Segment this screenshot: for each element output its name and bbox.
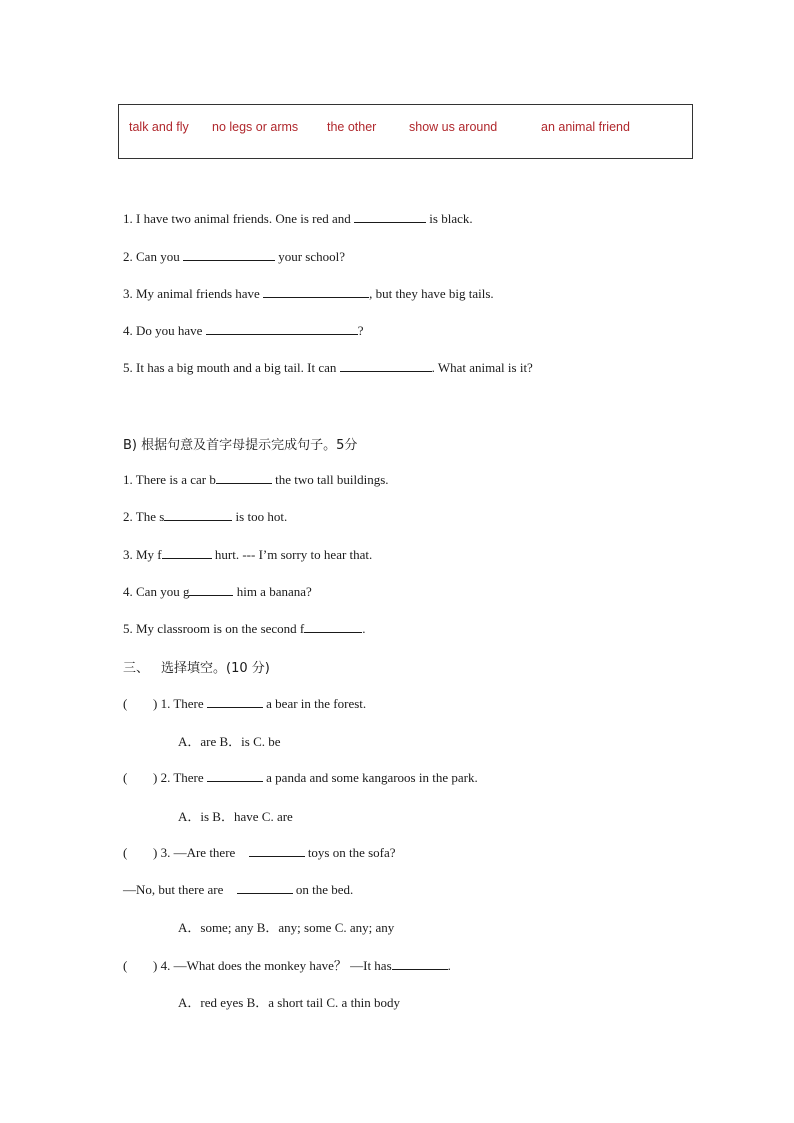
part-c-question-3 (123, 844, 396, 861)
question-text: 5. It has a big mouth and a big tail. It can (123, 360, 340, 375)
section-title: 选择填空。(10 分) (161, 661, 270, 676)
question-text: ? (357, 323, 364, 338)
word-bank-item: no legs or arms (212, 120, 299, 134)
question-text: ) 3. —Are there (153, 845, 239, 860)
answer-blank[interactable] (206, 322, 358, 335)
part-c-question-1 (123, 695, 366, 712)
answer-blank[interactable] (164, 508, 232, 521)
answer-paren[interactable]: ( (123, 770, 128, 785)
question-text: . (362, 621, 366, 636)
question-text: 5. My classroom is on the second f (123, 621, 305, 636)
question-text: hurt. --- I’m sorry to hear that. (211, 547, 373, 562)
part-a-question-2 (123, 248, 345, 265)
part-b-question-1 (123, 471, 389, 488)
section-number: 三、 (123, 661, 150, 676)
answer-paren[interactable]: ( (123, 845, 128, 860)
question-text: your school? (274, 249, 345, 264)
part-b-question-2 (123, 508, 287, 525)
part-b-question-4 (123, 583, 312, 600)
answer-blank[interactable] (207, 769, 263, 782)
part-c-question-4 (123, 955, 451, 974)
options-q1: A．are B．is C. be (178, 734, 281, 749)
question-text: toys on the sofa? (304, 845, 396, 860)
word-bank-item: an animal friend (541, 120, 630, 134)
answer-blank[interactable] (392, 957, 448, 970)
options-q3: A．some; any B．any; some C. any; any (178, 920, 395, 935)
part-b-question-3 (123, 546, 372, 563)
question-text: is black. (426, 211, 473, 226)
part-a-question-5 (123, 359, 533, 376)
question-text: —No, but there are (123, 882, 227, 897)
part-a-question-3 (123, 285, 494, 302)
question-text: ) 4. —What does the monkey have？ —It has (153, 958, 392, 973)
answer-blank[interactable] (183, 248, 275, 261)
answer-blank[interactable] (340, 359, 432, 372)
question-text: him a banana? (233, 584, 312, 599)
question-text: , but they have big tails. (369, 286, 494, 301)
question-text: . (447, 958, 451, 973)
part-c-heading (123, 657, 270, 676)
question-text: 1. There is a car b (123, 472, 216, 487)
word-bank-box (118, 104, 693, 159)
answer-blank[interactable] (189, 583, 233, 596)
word-bank-item: the other (327, 120, 377, 134)
answer-blank[interactable] (249, 844, 305, 857)
answer-blank[interactable] (263, 285, 369, 298)
answer-blank[interactable] (304, 620, 362, 633)
question-text: 3. My f (123, 547, 162, 562)
answer-blank[interactable] (207, 695, 263, 708)
question-text: ) 2. There (153, 770, 207, 785)
answer-blank[interactable] (216, 471, 272, 484)
question-text: is too hot. (232, 509, 288, 524)
question-text: . What animal is it? (431, 360, 533, 375)
part-a-question-4 (123, 322, 363, 339)
options-q4: A．red eyes B．a short tail C. a thin body (178, 995, 401, 1010)
question-text: the two tall buildings. (271, 472, 389, 487)
question-text: a panda and some kangaroos in the park. (262, 770, 478, 785)
part-a-question-1 (123, 210, 473, 227)
answer-paren[interactable]: ( (123, 958, 128, 973)
options-q2: A．is B．have C. are (178, 809, 293, 824)
question-text: on the bed. (292, 882, 354, 897)
question-text: 1. I have two animal friends. One is red and (123, 211, 355, 226)
question-text: 4. Can you g (123, 584, 190, 599)
answer-paren[interactable]: ( (123, 696, 128, 711)
question-text: 3. My animal friends have (123, 286, 264, 301)
word-bank-item: show us around (409, 120, 498, 134)
answer-blank[interactable] (237, 881, 293, 894)
answer-blank[interactable] (354, 210, 426, 223)
question-text: a bear in the forest. (262, 696, 367, 711)
question-text: 4. Do you have (123, 323, 206, 338)
part-b-heading: B) 根据句意及首字母提示完成句子。5分 (123, 438, 358, 453)
question-text: ) 1. There (153, 696, 207, 711)
question-text: 2. Can you (123, 249, 183, 264)
part-b-question-5 (123, 620, 366, 637)
part-c-question-3-line-2 (123, 881, 353, 898)
part-c-question-2 (123, 769, 478, 786)
answer-blank[interactable] (162, 546, 212, 559)
word-bank-item: talk and fly (129, 120, 189, 134)
question-text: 2. The s (123, 509, 165, 524)
